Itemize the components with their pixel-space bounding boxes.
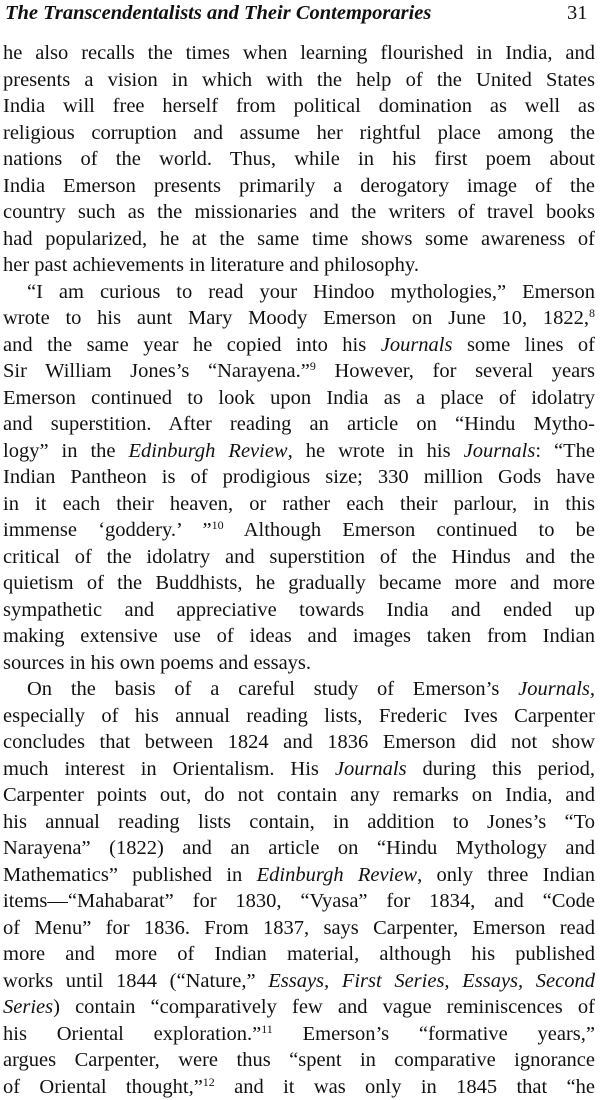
text-segment: some lines of [452, 334, 595, 356]
text-segment: , he wrote in his [288, 440, 464, 462]
text-segment: presents a vision in which with the help of the United States [3, 69, 595, 91]
text-segment: in it each their heaven, or rather each their parlour, in this [3, 493, 595, 515]
text-segment: However, for several years [316, 360, 595, 382]
text-segment: of Menu” for 1836. From 1837, says Carpenter, Emerson read [3, 917, 595, 939]
text-segment: Indian Pantheon is of prodigious size; 330 million Gods have [3, 466, 595, 488]
text-segment: Sir William Jones’s “Narayena.” [3, 360, 310, 382]
page-number: 31 [567, 2, 588, 25]
text-line [3, 491, 595, 518]
italic-text: Journals [335, 758, 407, 780]
text-segment: Narayena” (1822) and an article on “Hindu Mythology and [3, 837, 595, 859]
text-segment: logy” in the [3, 440, 129, 462]
text-segment: during this period, [407, 758, 595, 780]
text-segment: and it was only in 1845 that “he [215, 1076, 595, 1098]
text-line [3, 835, 595, 862]
text-line [3, 120, 595, 147]
text-segment: his Oriental exploration.” [3, 1023, 261, 1045]
text-line [3, 782, 595, 809]
text-segment: nations of the world. Thus, while in his first poem about [3, 148, 595, 170]
text-segment: immense ‘goddery.’ ” [3, 519, 212, 541]
italic-text: Journals, [518, 678, 595, 700]
footnote-marker: 10 [212, 518, 224, 532]
text-line [3, 703, 595, 730]
text-segment: especially of his annual reading lists, Frederic Ives Carpenter [3, 705, 595, 727]
text-segment: making extensive use of ideas and images taken from Indian [3, 625, 595, 647]
text-line [3, 809, 595, 836]
text-line [3, 544, 595, 571]
italic-text: Essays, First Series, Essays, Second [268, 970, 595, 992]
text-segment: ) contain “comparatively few and vague reminiscences of [53, 996, 595, 1018]
text-segment: Emerson’s “formative years,” [273, 1023, 595, 1045]
text-line [3, 1074, 595, 1100]
text-segment: concludes that between 1824 and 1836 Emerson did not show [3, 731, 595, 753]
text-segment: Although Emerson continued to be [224, 519, 595, 541]
text-segment: religious corruption and assume her rightful place among the [3, 122, 595, 144]
text-segment: On the basis of a careful study of Emerson’s [27, 678, 518, 700]
text-line [3, 40, 595, 67]
text-line [3, 438, 595, 465]
text-line [3, 464, 595, 491]
text-line [3, 676, 595, 703]
text-line [3, 941, 595, 968]
text-segment: : “The [535, 440, 595, 462]
text-line [3, 994, 595, 1021]
text-line [3, 173, 595, 200]
text-segment: wrote to his aunt Mary Moody Emerson on June 10, 1822, [3, 307, 589, 329]
running-head [0, 0, 600, 40]
text-line [3, 252, 595, 279]
text-segment: country such as the missionaries and the writers of travel books [3, 201, 595, 223]
text-segment: sources in his own poems and essays. [3, 652, 311, 674]
text-segment: India will free herself from political domination as well as [3, 95, 595, 117]
text-line [3, 729, 595, 756]
text-segment: his annual reading lists contain, in addition to Jones’s “To [3, 811, 595, 833]
text-segment: more and more of Indian material, although his published [3, 943, 595, 965]
text-line [3, 623, 595, 650]
text-line [3, 226, 595, 253]
text-line [3, 862, 595, 889]
text-segment: items—“Mahabarat” for 1830, “Vyasa” for 1834, and “Code [3, 890, 595, 912]
text-line [3, 597, 595, 624]
text-line [3, 358, 595, 385]
text-segment: critical of the idolatry and superstition of the Hindus and the [3, 546, 595, 568]
text-segment: quietism of the Buddhists, he gradually became more and more [3, 572, 595, 594]
text-line [3, 146, 595, 173]
running-head-title: The Transcendentalists and Their Contemporaries [5, 2, 431, 25]
text-line [3, 332, 595, 359]
text-segment: had popularized, he at the same time shows some awareness of [3, 228, 595, 250]
text-line [3, 1047, 595, 1074]
italic-text: Journals [464, 440, 536, 462]
text-segment: of Oriental thought,” [3, 1076, 203, 1098]
text-line [3, 411, 595, 438]
text-line [3, 968, 595, 995]
body-text [3, 40, 595, 1100]
text-line [3, 915, 595, 942]
text-line [3, 199, 595, 226]
text-segment: , only three Indian [417, 864, 595, 886]
text-line [3, 305, 595, 332]
text-segment: argues Carpenter, were thus “spent in comparative ignorance [3, 1049, 595, 1071]
footnote-marker: 9 [310, 359, 316, 373]
text-segment: “I am curious to read your Hindoo mythologies,” Emerson [27, 281, 595, 303]
text-segment: sympathetic and appreciative towards India and ended up [3, 599, 595, 621]
italic-text: Edinburgh Review [129, 440, 288, 462]
text-segment: India Emerson presents primarily a derogatory image of the [3, 175, 595, 197]
text-segment: and the same year he copied into his [3, 334, 381, 356]
text-line [3, 67, 595, 94]
text-line [3, 279, 595, 306]
footnote-marker: 11 [261, 1022, 273, 1036]
text-line [3, 756, 595, 783]
text-segment: he also recalls the times when learning flourished in India, and [3, 42, 595, 64]
italic-text: Journals [381, 334, 453, 356]
text-line [3, 570, 595, 597]
text-segment: Carpenter points out, do not contain any remarks on India, and [3, 784, 595, 806]
text-segment: and superstition. After reading an article on “Hindu Mytho- [3, 413, 595, 435]
italic-text: Series [3, 996, 53, 1018]
footnote-marker: 12 [203, 1075, 215, 1089]
text-segment: works until 1844 (“Nature,” [3, 970, 268, 992]
text-line [3, 1021, 595, 1048]
text-segment: much interest in Orientalism. His [3, 758, 335, 780]
text-line [3, 385, 595, 412]
text-line [3, 517, 595, 544]
text-segment: her past achievements in literature and philosophy. [3, 254, 419, 276]
footnote-marker: 8 [589, 306, 595, 320]
text-segment: Mathematics” published in [3, 864, 257, 886]
text-segment: Emerson continued to look upon India as a place of idolatry [3, 387, 595, 409]
text-line [3, 888, 595, 915]
text-line [3, 93, 595, 120]
text-line [3, 650, 595, 677]
italic-text: Edinburgh Review [257, 864, 417, 886]
